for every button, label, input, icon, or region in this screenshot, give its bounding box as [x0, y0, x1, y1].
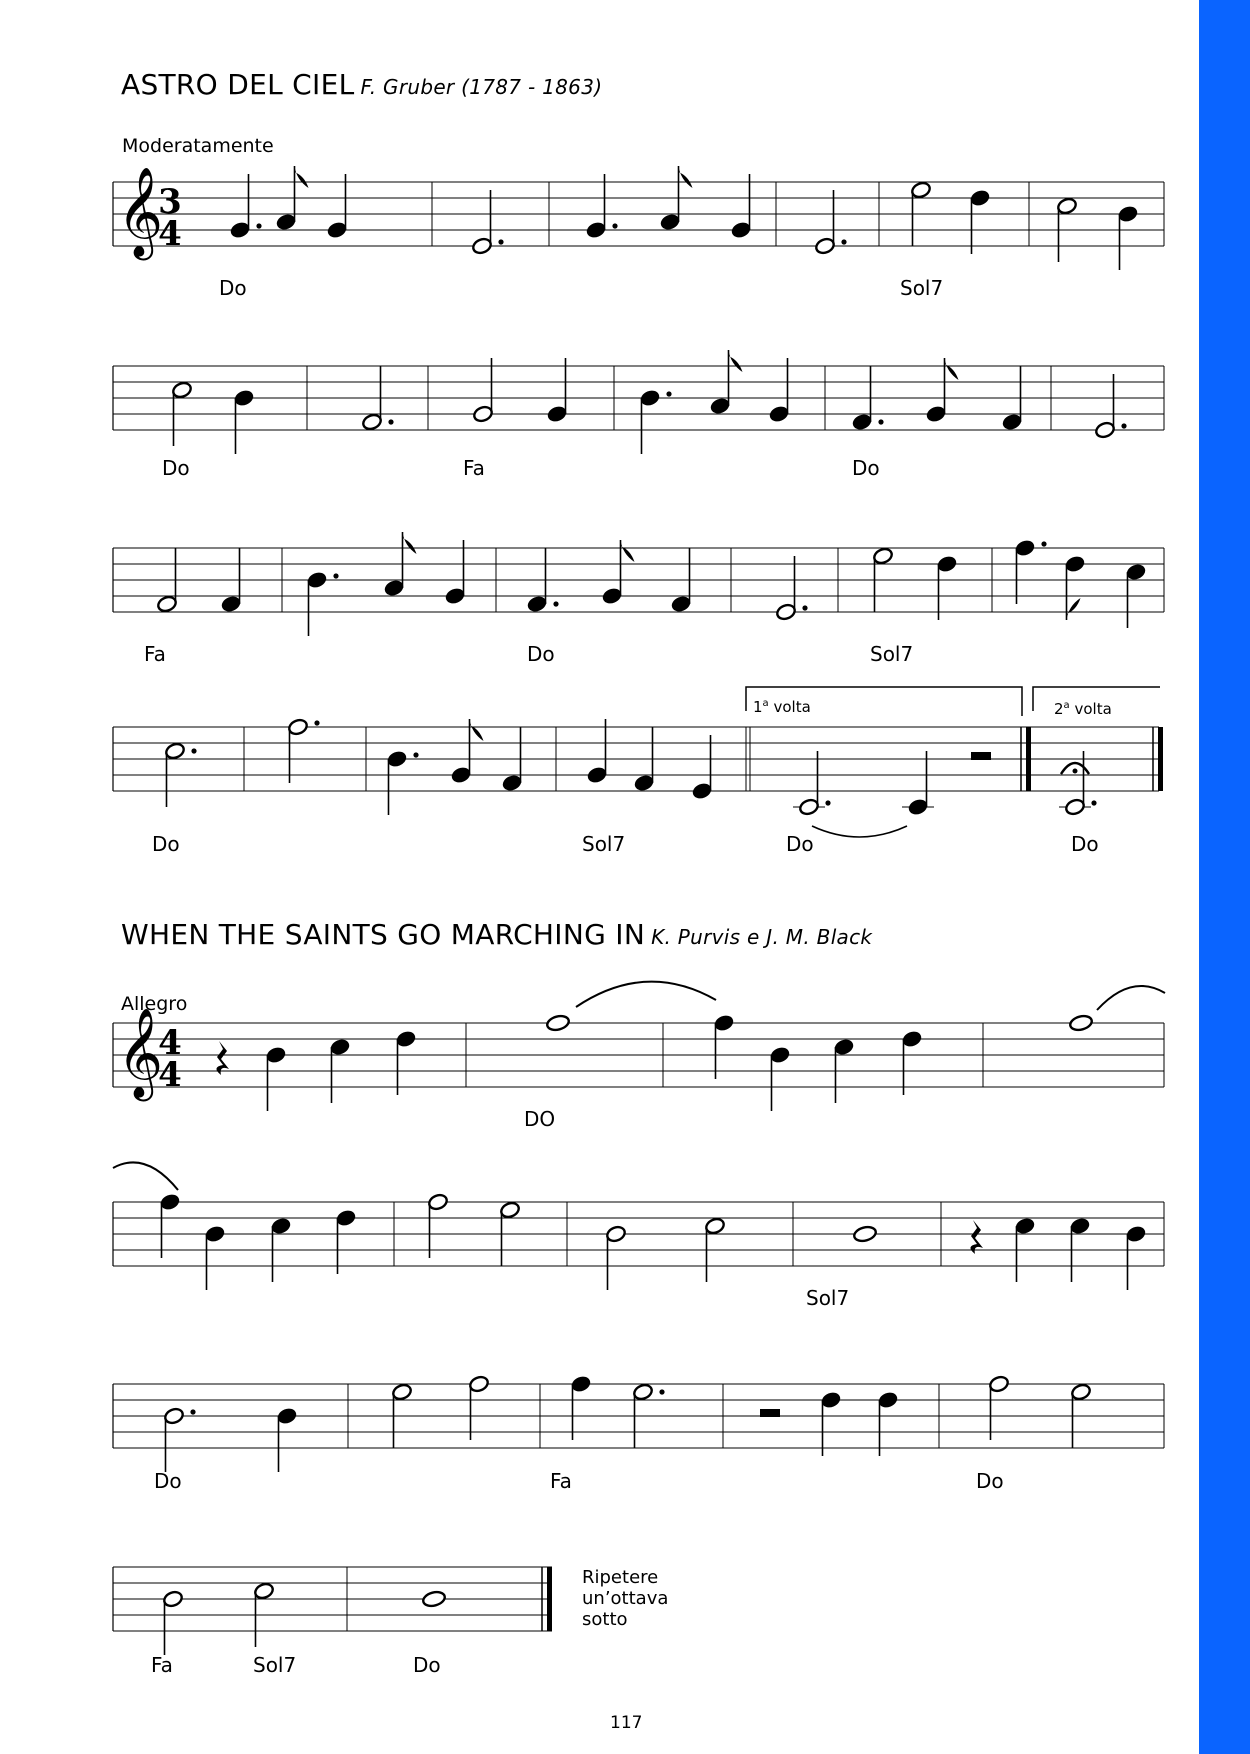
note-head: [632, 1383, 654, 1402]
augmentation-dot: [612, 223, 617, 228]
note-head: [229, 221, 251, 240]
time-signature-bottom: 4: [158, 214, 182, 254]
note-head: [1094, 421, 1116, 440]
note-head: [877, 1391, 899, 1410]
chord-symbol: Do: [413, 1653, 441, 1677]
tie: [812, 826, 907, 837]
note-head: [164, 742, 186, 761]
note-head: [814, 237, 836, 256]
chord-symbol: Do: [976, 1469, 1004, 1493]
note-flag: [403, 532, 417, 554]
chord-symbol: Do: [152, 832, 180, 856]
note-head: [1014, 539, 1036, 558]
note-head: [872, 547, 894, 566]
tempo-marking: Allegro: [121, 993, 188, 1015]
volta-2-bracket: [1033, 687, 1160, 711]
slur: [576, 982, 716, 1007]
note-flag: [295, 166, 309, 188]
note-head: [601, 587, 623, 606]
note-head: [1014, 1217, 1036, 1236]
time-signature-bottom: 4: [158, 1055, 182, 1095]
note-head: [659, 213, 681, 232]
time-signature-top: 3: [158, 182, 182, 222]
augmentation-dot: [256, 223, 261, 228]
note-head: [499, 1201, 521, 1220]
augmentation-dot: [1121, 423, 1126, 428]
note-head: [326, 221, 348, 240]
final-barline: [1158, 727, 1163, 791]
note-head: [704, 1217, 726, 1236]
note-head: [156, 595, 178, 614]
note-head: [386, 750, 408, 769]
note-head: [670, 595, 692, 614]
note-head: [775, 603, 797, 622]
augmentation-dot: [190, 1409, 195, 1414]
note-head: [925, 405, 947, 424]
augmentation-dot: [1041, 541, 1046, 546]
note-head: [329, 1038, 351, 1057]
note-head: [851, 413, 873, 432]
repeat-instruction: Ripetere un’ottava sotto: [582, 1567, 669, 1630]
treble-clef: 𝄞: [117, 167, 164, 257]
note-flag: [729, 350, 743, 372]
slur: [113, 1162, 178, 1190]
half-rest: [760, 1409, 780, 1417]
chord-symbol: Sol7: [253, 1653, 297, 1677]
augmentation-dot: [878, 419, 883, 424]
note-head: [585, 221, 607, 240]
song-title-text: ASTRO DEL CIEL: [121, 68, 355, 101]
augmentation-dot: [841, 239, 846, 244]
note-flag: [679, 166, 693, 188]
augmentation-dot: [553, 601, 558, 606]
augmentation-dot: [666, 391, 671, 396]
note-head: [501, 774, 523, 793]
note-head: [910, 181, 932, 200]
note-head: [730, 221, 752, 240]
note-head: [204, 1225, 226, 1244]
note-head: [586, 766, 608, 785]
quarter-rest: [970, 1220, 983, 1254]
note-head: [768, 405, 790, 424]
note-head: [526, 595, 548, 614]
note-head: [270, 1217, 292, 1236]
note-head: [936, 555, 958, 574]
note-head: [163, 1407, 185, 1426]
augmentation-dot: [1091, 800, 1096, 805]
slur: [1097, 986, 1165, 1010]
chord-symbol: Fa: [550, 1469, 572, 1493]
note-head: [361, 413, 383, 432]
note-head: [709, 397, 731, 416]
song-title-text: WHEN THE SAINTS GO MARCHING IN: [121, 918, 646, 951]
note-head: [253, 1582, 275, 1601]
augmentation-dot: [825, 800, 830, 805]
chord-symbol: DO: [524, 1107, 556, 1131]
note-head: [907, 798, 929, 817]
note-head: [833, 1038, 855, 1057]
note-head: [450, 766, 472, 785]
note-flag: [470, 719, 484, 741]
note-head: [988, 1375, 1010, 1394]
note-head: [1069, 1217, 1091, 1236]
chord-symbol: Sol7: [870, 642, 914, 666]
note-head: [1070, 1383, 1092, 1402]
note-head: [769, 1046, 791, 1065]
note-head: [901, 1030, 923, 1049]
song-composer: K. Purvis e J. M. Black: [651, 925, 873, 949]
note-head: [546, 405, 568, 424]
augmentation-dot: [388, 419, 393, 424]
note-head: [798, 798, 820, 817]
chord-symbol: Do: [1071, 832, 1099, 856]
final-barline: [547, 1567, 552, 1631]
augmentation-dot: [498, 239, 503, 244]
note-flag: [1067, 598, 1081, 620]
note-head: [639, 389, 661, 408]
chord-symbol: Do: [527, 642, 555, 666]
page-edge-color-bar: [1199, 0, 1250, 1754]
note-head: [633, 774, 655, 793]
note-head: [427, 1193, 449, 1212]
note-head: [1117, 205, 1139, 224]
note-head: [1125, 1225, 1147, 1244]
quarter-rest: [216, 1041, 229, 1075]
chord-symbol: Fa: [151, 1653, 173, 1677]
note-head: [391, 1383, 413, 1402]
note-head: [335, 1209, 357, 1228]
time-signature-top: 4: [158, 1023, 182, 1063]
volta-1-label: 1$^a$ volta: [753, 698, 811, 716]
note-head: [171, 381, 193, 400]
augmentation-dot: [802, 605, 807, 610]
chord-symbol: Sol7: [900, 276, 944, 300]
note-head: [383, 579, 405, 598]
page-number: 117: [610, 1713, 643, 1733]
chord-symbol: Fa: [463, 456, 485, 480]
chord-symbol: Do: [219, 276, 247, 300]
chord-symbol: Do: [162, 456, 190, 480]
note-head: [1001, 413, 1023, 432]
augmentation-dot: [413, 752, 418, 757]
note-head: [159, 1193, 181, 1212]
augmentation-dot: [333, 573, 338, 578]
note-head: [265, 1046, 287, 1065]
half-rest: [971, 752, 991, 760]
note-flag: [945, 358, 959, 380]
chord-symbol: Sol7: [806, 1286, 850, 1310]
note-head: [605, 1225, 627, 1244]
volta-1-bracket: [746, 687, 1022, 716]
note-head: [713, 1014, 735, 1033]
note-head: [306, 571, 328, 590]
note-head: [820, 1391, 842, 1410]
note-head: [233, 389, 255, 408]
note-head: [287, 718, 309, 737]
note-head: [275, 213, 297, 232]
note-head: [691, 782, 713, 801]
fermata-dot: [1073, 769, 1078, 774]
note-head: [472, 405, 494, 424]
song-composer: F. Gruber (1787 - 1863): [360, 75, 603, 99]
note-head: [1064, 798, 1086, 817]
note-head: [969, 189, 991, 208]
note-head: [471, 237, 493, 256]
note-head: [468, 1375, 490, 1394]
augmentation-dot: [314, 720, 319, 725]
note-head: [1125, 563, 1147, 582]
chord-symbol: Fa: [144, 642, 166, 666]
note-head: [395, 1030, 417, 1049]
final-barline: [1026, 727, 1031, 791]
chord-symbol: Sol7: [582, 832, 626, 856]
note-head: [444, 587, 466, 606]
augmentation-dot: [191, 748, 196, 753]
treble-clef: 𝄞: [117, 1008, 164, 1098]
note-head: [570, 1375, 592, 1394]
note-head: [220, 595, 242, 614]
note-head: [276, 1407, 298, 1426]
note-head: [1056, 197, 1078, 216]
note-head: [1064, 555, 1086, 574]
note-head: [162, 1590, 184, 1609]
chord-symbol: Do: [154, 1469, 182, 1493]
chord-symbol: Do: [852, 456, 880, 480]
chord-symbol: Do: [786, 832, 814, 856]
augmentation-dot: [659, 1389, 664, 1394]
tempo-marking: Moderatamente: [122, 135, 274, 157]
volta-2-label: 2$^a$ volta: [1054, 700, 1112, 718]
note-flag: [621, 540, 635, 562]
